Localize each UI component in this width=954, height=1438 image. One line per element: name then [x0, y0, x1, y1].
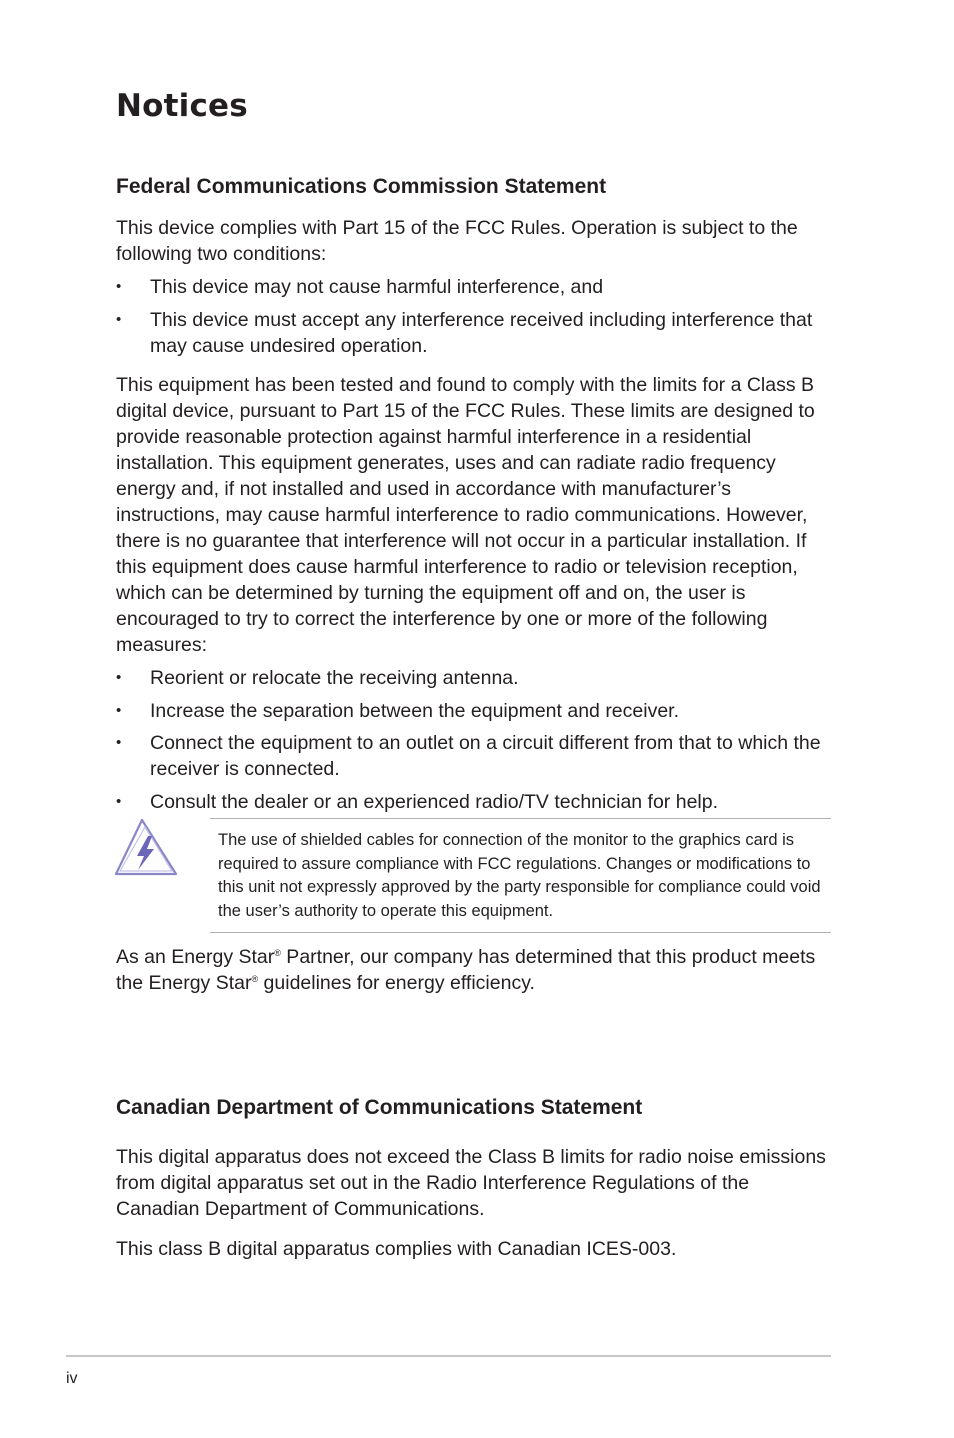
bullet-icon: • [116, 792, 122, 810]
condition-text: This device may not cause harmful interference, and [150, 276, 604, 298]
warning-lightning-icon [112, 816, 180, 880]
bullet-icon: • [116, 278, 122, 295]
measure-text: Increase the separation between the equipment and receiver. [150, 699, 680, 722]
bullet-icon: • [116, 669, 122, 686]
fcc-measures-list [116, 665, 836, 821]
bullet-icon: • [116, 734, 122, 751]
canada-paragraph-1: This digital apparatus does not exceed the Class B limits for radio noise emissions from digital apparatus set out in the Radio Interference Regulations of the Canadian Department of Communications. [116, 1146, 826, 1220]
bullet-icon: • [116, 701, 122, 719]
footer-divider [66, 1355, 831, 1357]
fcc-heading: Federal Communications Commission Statement [116, 175, 607, 198]
bullet-icon: • [116, 310, 122, 328]
list-item [116, 698, 836, 724]
list-item [116, 307, 836, 359]
fcc-body: This equipment has been tested and found to comply with the limits for a Class B digital device, pursuant to Part 15 of the FCC Rules. These limits are designed to provide reasonable protection against harmful interference in a residential installation. This equipment generates, uses and can radiate radio frequency energy and, if not installed and used in accordance with manufacturer’s instructions, may cause harmful interference to radio communications. However, there is no guarantee that interference will not occur in a particular installation. If this equipment does cause harmful interference to radio or television reception, which can be determined by turning the equipment off and on, the user is encouraged to try to correct the interference by one or more of the following measures: [116, 374, 815, 656]
measure-text: Reorient or relocate the receiving antenna. [150, 667, 519, 689]
measure-text: Consult the dealer or an experienced radio/TV technician for help. [150, 790, 719, 813]
canada-heading: Canadian Department of Communications Statement [116, 1096, 643, 1119]
list-item [116, 665, 836, 691]
note-box [210, 818, 831, 933]
energy-star-statement [116, 944, 836, 996]
registered-mark: ® [251, 974, 259, 984]
energy-star-text-2: Partner, our company has determined that this product meets the Energy Star [116, 946, 816, 994]
list-item [116, 789, 836, 815]
page-title: Notices [116, 88, 248, 124]
canada-paragraph-2: This class B digital apparatus complies with Canadian ICES-003. [116, 1238, 677, 1260]
energy-star-text-1: As an Energy Star [116, 946, 275, 968]
condition-text: This device must accept any interference received including interference that may cause undesired operation. [150, 308, 813, 357]
registered-mark: ® [274, 948, 281, 958]
page-number: iv [66, 1370, 78, 1387]
energy-star-text-3: guidelines for energy efficiency. [258, 972, 535, 994]
measure-text: Connect the equipment to an outlet on a circuit different from that to which the receiver is connected. [150, 732, 821, 780]
note-text: The use of shielded cables for connection of the monitor to the graphics card is required to assure compliance with FCC regulations. Changes or modifications to this unit not expressly approved by the party responsible for compliance could void the user’s authority to operate this equipment. [218, 831, 821, 920]
fcc-intro: This device complies with Part 15 of the FCC Rules. Operation is subject to the following two conditions: [116, 217, 798, 265]
list-item [116, 730, 836, 782]
list-item [116, 274, 836, 300]
fcc-conditions-list [116, 274, 836, 365]
